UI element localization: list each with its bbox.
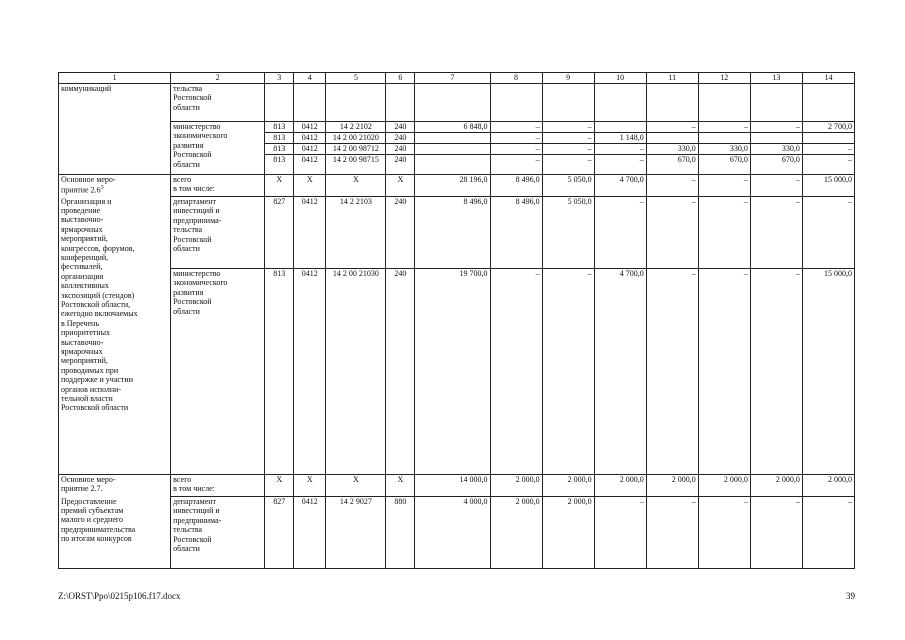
value-cell: 240 — [386, 155, 415, 175]
value-cell: – — [698, 497, 750, 569]
value-cell — [698, 133, 750, 144]
total-row — [59, 175, 855, 197]
value-cell: 5 050,0 — [542, 175, 594, 197]
value-cell: 14 2 00 98712 — [326, 144, 386, 155]
value-cell: – — [542, 155, 594, 175]
value-cell: 8 496,0 — [490, 197, 542, 269]
value-cell: 0412 — [294, 133, 326, 144]
value-cell: 14 000,0 — [415, 475, 490, 497]
value-cell: Х — [265, 175, 294, 197]
value-cell: 2 000,0 — [490, 497, 542, 569]
value-cell: – — [490, 155, 542, 175]
value-cell: – — [802, 497, 854, 569]
table-row — [59, 269, 855, 475]
value-cell: 4 000,0 — [415, 497, 490, 569]
column-number-cell: 3 — [265, 73, 294, 84]
value-cell: 827 — [265, 197, 294, 269]
total-row — [59, 475, 855, 497]
column-number-cell: 13 — [750, 73, 802, 84]
value-cell: 813 — [265, 269, 294, 475]
value-cell: Х — [326, 475, 386, 497]
value-cell: 827 — [265, 497, 294, 569]
value-cell: – — [542, 122, 594, 133]
value-cell: – — [698, 122, 750, 133]
value-cell — [415, 144, 490, 155]
value-cell: Х — [386, 175, 415, 197]
value-cell: – — [490, 122, 542, 133]
measure-title-cell: Основное меро- приятие 2.7. — [59, 475, 171, 497]
value-cell: 330,0 — [646, 144, 698, 155]
value-cell: 28 196,0 — [415, 175, 490, 197]
value-cell: – — [698, 269, 750, 475]
value-cell: – — [750, 197, 802, 269]
value-cell: 330,0 — [698, 144, 750, 155]
value-cell: 813 — [265, 155, 294, 175]
value-cell: 2 000,0 — [646, 475, 698, 497]
value-cell: – — [750, 122, 802, 133]
column-number-cell: 11 — [646, 73, 698, 84]
empty-cell — [490, 84, 542, 122]
value-cell: – — [646, 269, 698, 475]
column-number-cell: 1 — [59, 73, 171, 84]
value-cell: 813 — [265, 122, 294, 133]
column-number-cell: 5 — [326, 73, 386, 84]
value-cell: 670,0 — [646, 155, 698, 175]
measure-title-cell: Основное меро- приятие $2.6^3$ — [59, 175, 171, 197]
value-cell: 2 000,0 — [594, 475, 646, 497]
value-cell: 0412 — [294, 122, 326, 133]
page-number: 39 — [846, 591, 855, 601]
value-cell: Х — [265, 475, 294, 497]
empty-cell — [294, 84, 326, 122]
table-row — [59, 122, 855, 133]
empty-cell — [594, 84, 646, 122]
value-cell: – — [802, 197, 854, 269]
measure-description-cell: Организация и проведение выставочно- ярмарочных мероприятий, конгрессов, форумов, конференций, фестивалей, организация коллективных экспозиций (стендов) Ростовской области, ежегодно включаемых в Перечень приоритетных выставочно- ярмарочных мероприятий, проводимых при поддержке и участии органов исполни- тельной власти Ростовской области — [59, 197, 171, 475]
column-number-cell: 10 — [594, 73, 646, 84]
value-cell: – — [750, 497, 802, 569]
value-cell: 813 — [265, 144, 294, 155]
value-cell: 4 700,0 — [594, 175, 646, 197]
value-cell: 0412 — [294, 144, 326, 155]
value-cell — [802, 133, 854, 144]
value-cell: – — [698, 175, 750, 197]
value-cell: 2 000,0 — [542, 475, 594, 497]
value-cell: – — [594, 497, 646, 569]
empty-cell — [542, 84, 594, 122]
table-row — [59, 84, 855, 122]
value-cell: 670,0 — [698, 155, 750, 175]
value-cell: – — [594, 144, 646, 155]
measure-name-cell: коммуникаций — [59, 84, 171, 175]
value-cell: 880 — [386, 497, 415, 569]
value-cell — [594, 122, 646, 133]
value-cell: 8 496,0 — [490, 175, 542, 197]
column-number-cell: 6 — [386, 73, 415, 84]
value-cell: 1 148,0 — [594, 133, 646, 144]
value-cell: 2 000,0 — [750, 475, 802, 497]
value-cell: 5 050,0 — [542, 197, 594, 269]
value-cell: – — [594, 155, 646, 175]
value-cell: 330,0 — [750, 144, 802, 155]
empty-cell — [265, 84, 294, 122]
value-cell: – — [646, 175, 698, 197]
column-number-cell: 7 — [415, 73, 490, 84]
value-cell: 240 — [386, 197, 415, 269]
value-cell: – — [490, 144, 542, 155]
value-cell: 240 — [386, 144, 415, 155]
value-cell: 2 000,0 — [490, 475, 542, 497]
column-number-cell: 9 — [542, 73, 594, 84]
value-cell: 0412 — [294, 497, 326, 569]
file-path: Z:\ORST\Ppo\0215p106.f17.docx — [58, 591, 181, 601]
executor-cell: министерство экономического развития Ростовской области — [171, 122, 265, 175]
executor-cell: департамент инвестиций и предпринима- тельства Ростовской области — [171, 197, 265, 269]
value-cell — [415, 155, 490, 175]
empty-cell — [750, 84, 802, 122]
value-cell: 8 496,0 — [415, 197, 490, 269]
value-cell: 2 000,0 — [542, 497, 594, 569]
value-cell: 813 — [265, 133, 294, 144]
value-cell: 6 848,0 — [415, 122, 490, 133]
value-cell — [646, 133, 698, 144]
empty-cell — [802, 84, 854, 122]
value-cell — [415, 133, 490, 144]
column-number-cell: 4 — [294, 73, 326, 84]
value-cell: 14 2 00 98715 — [326, 155, 386, 175]
value-cell: 14 2 2102 — [326, 122, 386, 133]
empty-cell — [646, 84, 698, 122]
value-cell: – — [542, 144, 594, 155]
column-number-cell: 8 — [490, 73, 542, 84]
executor-cell: министерство экономического развития Ростовской области — [171, 269, 265, 475]
value-cell: 0412 — [294, 197, 326, 269]
value-cell: Х — [326, 175, 386, 197]
value-cell: 2 000,0 — [698, 475, 750, 497]
empty-cell — [698, 84, 750, 122]
column-number-cell: 2 — [171, 73, 265, 84]
value-cell: 14 2 9027 — [326, 497, 386, 569]
value-cell: 0412 — [294, 269, 326, 475]
column-number-cell: 12 — [698, 73, 750, 84]
value-cell: – — [698, 197, 750, 269]
value-cell: – — [646, 122, 698, 133]
table-row — [59, 497, 855, 569]
value-cell: Х — [294, 175, 326, 197]
value-cell: 240 — [386, 269, 415, 475]
value-cell: 670,0 — [750, 155, 802, 175]
value-cell: – — [490, 133, 542, 144]
value-cell: – — [646, 197, 698, 269]
value-cell: 14 2 00 21030 — [326, 269, 386, 475]
table-row — [59, 197, 855, 269]
header-row — [59, 73, 855, 84]
total-label-cell: всего в том числе: — [171, 475, 265, 497]
value-cell: 15 000,0 — [802, 269, 854, 475]
empty-cell — [326, 84, 386, 122]
value-cell: – — [750, 175, 802, 197]
value-cell: 14 2 00 21020 — [326, 133, 386, 144]
value-cell: – — [802, 155, 854, 175]
value-cell: – — [750, 269, 802, 475]
value-cell: 4 700,0 — [594, 269, 646, 475]
value-cell: 240 — [386, 122, 415, 133]
column-number-cell: 14 — [802, 73, 854, 84]
total-label-cell: всего в том числе: — [171, 175, 265, 197]
value-cell: – — [542, 133, 594, 144]
executor-cell: тельства Ростовской области — [171, 84, 265, 122]
value-cell: – — [542, 269, 594, 475]
value-cell: Х — [294, 475, 326, 497]
value-cell: – — [490, 269, 542, 475]
empty-cell — [386, 84, 415, 122]
value-cell: – — [802, 144, 854, 155]
budget-table — [58, 72, 855, 569]
value-cell: 19 700,0 — [415, 269, 490, 475]
measure-description-cell: Предоставление премий субъектам малого и среднего предпринимательства по итогам конкурсов — [59, 497, 171, 569]
empty-cell — [415, 84, 490, 122]
value-cell: 15 000,0 — [802, 175, 854, 197]
value-cell: Х — [386, 475, 415, 497]
value-cell: – — [594, 197, 646, 269]
executor-cell: департамент инвестиций и предпринима- тельства Ростовской области — [171, 497, 265, 569]
value-cell — [750, 133, 802, 144]
value-cell: – — [646, 497, 698, 569]
value-cell: 240 — [386, 133, 415, 144]
value-cell: 0412 — [294, 155, 326, 175]
value-cell: 2 700,0 — [802, 122, 854, 133]
value-cell: 14 2 2103 — [326, 197, 386, 269]
value-cell: 2 000,0 — [802, 475, 854, 497]
